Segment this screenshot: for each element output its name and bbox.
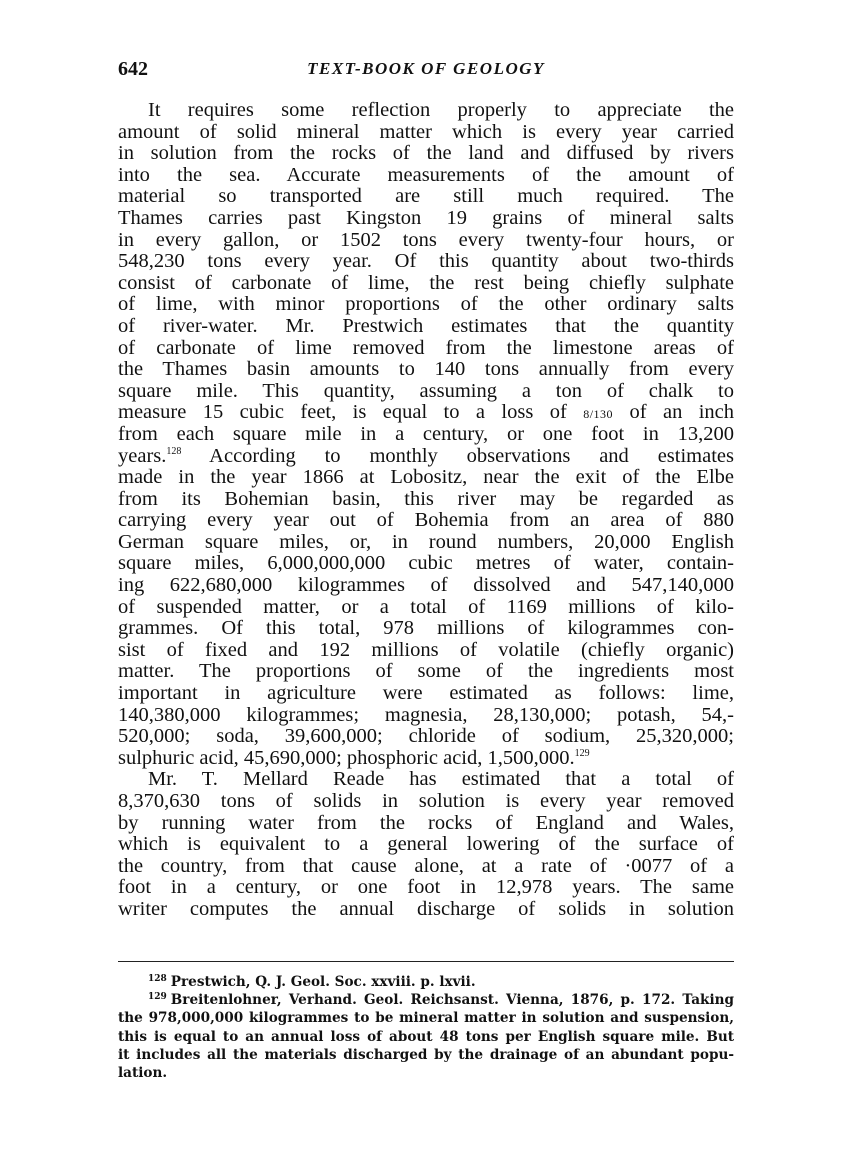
body-line: of lime, with minor proportions of the other ordinary salts [118,293,734,316]
body-line-text: According to monthly observations and estimates [181,444,734,467]
body-line: which is equivalent to a general lowering of the surface of [118,833,734,856]
footnote-mark: 129 [148,992,167,1003]
body-line: square mile. This quantity, assuming a ton of chalk to [118,379,734,402]
body-line: the country, from that cause alone, at a rate of ·0077 of a [118,854,734,877]
body-line: grammes. Of this total, 978 millions of kilogrammes con- [118,617,734,640]
body-line: 8,370,630 tons of solids in solution is every year removed [118,790,734,812]
body-line-with-ref [118,446,734,468]
body-line: of river-water. Mr. Prestwich estimates that the quantity [118,314,734,337]
body-line: sist of fixed and 192 millions of volatile (chiefly organic) [118,638,734,661]
footnote-line: the 978,000,000 kilogrammes to be mineral matter in solution and suspension, [118,1010,734,1027]
body-line: square miles, 6,000,000,000 cubic metres of water, contain- [118,552,734,575]
fraction: 8/130 [583,407,614,422]
page-number: 642 [118,58,148,80]
footnote-ref: 129 [574,747,590,759]
body-line: from its Bohemian basin, this river may be regarded as [118,487,734,510]
footnote-129 [118,991,734,1009]
body-line-text: sulphuric acid, 45,690,000; phosphoric acid, 1,500,000. [118,746,575,769]
body-line: of suspended matter, or a total of 1169 millions of kilo- [118,595,734,618]
body-line: the Thames basin amounts to 140 tons annually from every [118,358,734,381]
footnote-line: it includes all the materials discharged by the drainage of an abundant popu- [118,1046,734,1063]
body-line: in every gallon, or 1502 tons every twenty-four hours, or [118,228,734,251]
body-line-text: measure 15 cubic feet, is equal to a loss of [118,401,567,424]
body-line: made in the year 1866 at Lobositz, near the exit of the Elbe [118,466,734,489]
body-line: carrying every year out of Bohemia from an area of 880 [118,509,734,532]
body-line: writer computes the annual discharge of solids in solution [118,897,734,920]
body-line: 548,230 tons every year. Of this quantity about two-thirds [118,250,734,273]
body-line: German square miles, or, in round numbers, 20,000 English [118,530,734,553]
body-line: 140,380,000 kilogrammes; magnesia, 28,130,000; potash, 54,- [118,703,734,726]
body-line: into the sea. Accurate measurements of the amount of [118,163,734,186]
footnote-divider [118,961,734,962]
body-line: by running water from the rocks of England and Wales, [118,811,734,834]
footnote-line: this is equal to an annual loss of about 48 tons per English square mile. But [118,1028,734,1045]
body-line: matter. The proportions of some of the ingredients most [118,660,734,683]
footnote-mark: 128 [148,974,167,984]
body-line: in solution from the rocks of the land and diffused by rivers [118,142,734,165]
body-line: 520,000; soda, 39,600,000; chloride of sodium, 25,320,000; [118,725,734,748]
body-line-with-fraction [118,402,734,424]
body-line: foot in a century, or one foot in 12,978 years. The same [118,876,734,899]
body-line-text: years. [118,444,167,467]
running-title: TEXT-BOOK OF GEOLOGY [307,59,545,78]
footnote-text: Breitenlohner, Verhand. Geol. Reichsanst. Vienna, 1876, p. 172. Taking [170,992,734,1009]
footnote-text: Prestwich, Q. J. Geol. Soc. xxviii. p. lxvii. [170,974,476,990]
body-line-with-ref [118,748,734,770]
body-line: ing 622,680,000 kilogrammes of dissolved and 547,140,000 [118,574,734,597]
body-line: of carbonate of lime removed from the limestone areas of [118,336,734,359]
footnote-ref: 128 [166,445,182,457]
body-line: Thames carries past Kingston 19 grains of mineral salts [118,206,734,229]
footnote-128 [118,973,734,991]
body-line: important in agriculture were estimated as follows: lime, [118,682,734,705]
body-line-text: of an inch [629,401,735,424]
body-line: from each square mile in a century, or one foot in 13,200 [118,422,734,445]
footnotes [118,973,734,1082]
page-header [118,58,734,86]
body-line: It requires some reflection properly to appreciate the [148,99,734,121]
body-line: consist of carbonate of lime, the rest being chiefly sulphate [118,271,734,294]
body-line: Mr. T. Mellard Reade has estimated that a total of [148,768,734,791]
body-text [118,100,734,921]
body-line: material so transported are still much required. The [118,185,734,208]
body-line: amount of solid mineral matter which is every year carried [118,120,734,143]
footnote-line: lation. [118,1064,168,1081]
